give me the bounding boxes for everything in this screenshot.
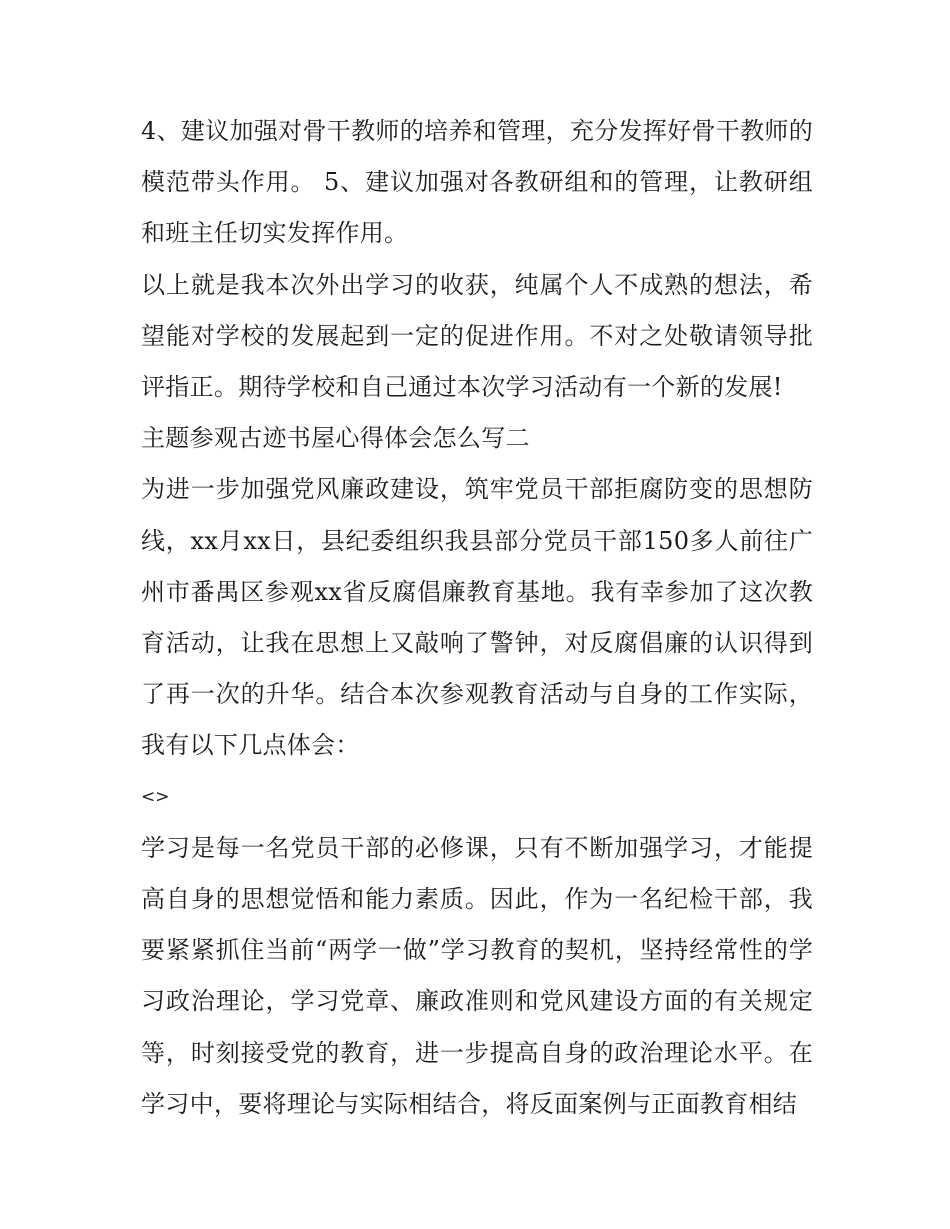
paragraph-visit-intro: 为进一步加强党风廉政建设，筑牢党员干部拒腐防变的思想防线，xx月xx日，县纪委组织我县部分党员干部150多人前往广州市番禺区参观xx省反腐倡廉教育基地。我有幸参加了这次教育活动，让我在思想上又敲响了警钟，对反腐倡廉的认识得到了再一次的升华。结合本次参观教育活动与自身的工作实际，我有以下几点体会：	[141, 475, 813, 760]
paragraph-study: 学习是每一名党员干部的必修课，只有不断加强学习，才能提高自身的思想觉悟和能力素质。因此，作为一名纪检干部，我要紧紧抓住当前“两学一做”学习教育的契机，坚持经常性的学习政治理论，学习党章、廉政准则和党风建设方面的有关规定等，时刻接受党的教育，进一步提高自身的政治理论水平。在学习中，要将理论与实际相结合，将反面案例与正面教育相结	[141, 833, 813, 1118]
section-marker: <>	[141, 786, 170, 807]
document-body	[141, 106, 813, 1130]
paragraph-suggestions: 4、建议加强对骨干教师的培养和管理，充分发挥好骨干教师的模范带头作用。 5、建议加强对各教研组和的管理，让教研组和班主任切实发挥作用。	[141, 117, 813, 248]
section-heading: 主题参观古迹书屋心得体会怎么写二	[141, 424, 530, 453]
paragraph-conclusion: 以上就是我本次外出学习的收获，纯属个人不成熟的想法，希望能对学校的发展起到一定的促进作用。不对之处敬请领导批评指正。期待学校和自己通过本次学习活动有一个新的发展!	[141, 270, 813, 402]
